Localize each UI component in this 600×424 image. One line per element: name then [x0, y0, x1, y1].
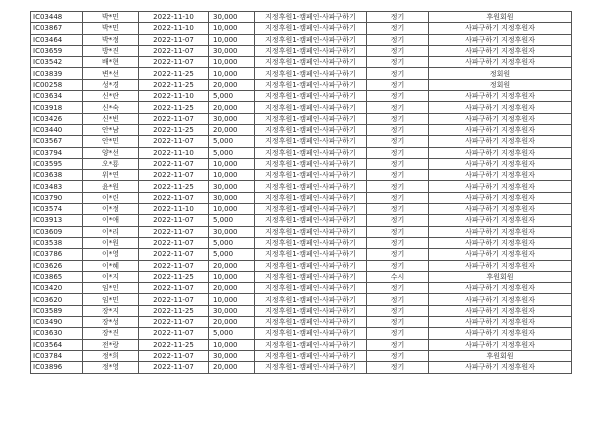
donor-id-cell: IC03839: [31, 68, 83, 79]
donor-name-cell: 박*민: [83, 23, 139, 34]
campaign-cell: 지정후원1-캠페인-사파구하기: [255, 57, 367, 68]
campaign-cell: 지정후원1-캠페인-사파구하기: [255, 317, 367, 328]
member-note-cell: 사파구하기 지정후원자: [429, 124, 572, 135]
campaign-cell: 지정후원1-캠페인-사파구하기: [255, 328, 367, 339]
donation-date-cell: 2022-11-07: [139, 328, 209, 339]
member-note-cell: 사파구하기 지정후원자: [429, 339, 572, 350]
donation-type-cell: 정기: [367, 339, 429, 350]
table-row: [31, 124, 572, 135]
donation-date-cell: 2022-11-07: [139, 283, 209, 294]
donation-type-cell: 정기: [367, 249, 429, 260]
donation-amount-cell: 10,000: [209, 158, 255, 169]
campaign-cell: 지정후원1-캠페인-사파구하기: [255, 12, 367, 23]
donor-name-cell: 변*선: [83, 68, 139, 79]
donation-amount-cell: 5,000: [209, 147, 255, 158]
table-row: [31, 271, 572, 282]
member-note-cell: 사파구하기 지정후원자: [429, 91, 572, 102]
donation-amount-cell: 20,000: [209, 79, 255, 90]
donor-name-cell: 오*룡: [83, 158, 139, 169]
donation-date-cell: 2022-11-07: [139, 158, 209, 169]
donor-name-cell: 이*혜: [83, 260, 139, 271]
donation-amount-cell: 5,000: [209, 237, 255, 248]
table-row: [31, 113, 572, 124]
donor-name-cell: 신*빈: [83, 113, 139, 124]
donation-date-cell: 2022-11-07: [139, 362, 209, 373]
campaign-cell: 지정후원1-캠페인-사파구하기: [255, 350, 367, 361]
donation-date-cell: 2022-11-07: [139, 249, 209, 260]
table-row: [31, 147, 572, 158]
donation-amount-cell: 10,000: [209, 57, 255, 68]
donor-name-cell: 성*경: [83, 79, 139, 90]
donation-amount-cell: 10,000: [209, 294, 255, 305]
member-note-cell: 사파구하기 지정후원자: [429, 294, 572, 305]
member-note-cell: 사파구하기 지정후원자: [429, 57, 572, 68]
campaign-cell: 지정후원1-캠페인-사파구하기: [255, 79, 367, 90]
member-note-cell: 사파구하기 지정후원자: [429, 226, 572, 237]
donor-name-cell: 이*영: [83, 249, 139, 260]
campaign-cell: 지정후원1-캠페인-사파구하기: [255, 305, 367, 316]
donation-date-cell: 2022-11-07: [139, 170, 209, 181]
donor-name-cell: 이*원: [83, 237, 139, 248]
donation-type-cell: 정기: [367, 317, 429, 328]
donation-amount-cell: 5,000: [209, 136, 255, 147]
donation-type-cell: 정기: [367, 68, 429, 79]
donor-name-cell: 위*연: [83, 170, 139, 181]
donation-type-cell: 정기: [367, 124, 429, 135]
donation-date-cell: 2022-11-07: [139, 226, 209, 237]
donor-id-cell: IC03620: [31, 294, 83, 305]
campaign-cell: 지정후원1-캠페인-사파구하기: [255, 283, 367, 294]
donation-type-cell: 정기: [367, 147, 429, 158]
campaign-cell: 지정후원1-캠페인-사파구하기: [255, 45, 367, 56]
donor-name-cell: 임*민: [83, 294, 139, 305]
table-row: [31, 294, 572, 305]
table-row: [31, 170, 572, 181]
donor-id-cell: IC03589: [31, 305, 83, 316]
table-row: [31, 260, 572, 271]
donation-date-cell: 2022-11-07: [139, 136, 209, 147]
donation-date-cell: 2022-11-10: [139, 23, 209, 34]
donation-amount-cell: 5,000: [209, 91, 255, 102]
member-note-cell: 사파구하기 지정후원자: [429, 362, 572, 373]
donor-id-cell: IC03659: [31, 45, 83, 56]
campaign-cell: 지정후원1-캠페인-사파구하기: [255, 158, 367, 169]
donation-date-cell: 2022-11-25: [139, 271, 209, 282]
member-note-cell: 후원회원: [429, 271, 572, 282]
donation-type-cell: 정기: [367, 79, 429, 90]
donor-name-cell: 배*현: [83, 57, 139, 68]
donor-id-cell: IC03630: [31, 328, 83, 339]
donor-name-cell: 안*민: [83, 136, 139, 147]
member-note-cell: 사파구하기 지정후원자: [429, 283, 572, 294]
donation-type-cell: 정기: [367, 170, 429, 181]
table-row: [31, 249, 572, 260]
donor-name-cell: 정*영: [83, 362, 139, 373]
donation-type-cell: 정기: [367, 23, 429, 34]
donor-name-cell: 윤*원: [83, 181, 139, 192]
table-row: [31, 23, 572, 34]
donation-type-cell: 수시: [367, 271, 429, 282]
member-note-cell: 사파구하기 지정후원자: [429, 204, 572, 215]
donation-type-cell: 정기: [367, 294, 429, 305]
donation-type-cell: 정기: [367, 192, 429, 203]
donation-date-cell: 2022-11-07: [139, 113, 209, 124]
donation-date-cell: 2022-11-07: [139, 34, 209, 45]
donation-type-cell: 정기: [367, 215, 429, 226]
donor-name-cell: 이*지: [83, 271, 139, 282]
campaign-cell: 지정후원1-캠페인-사파구하기: [255, 23, 367, 34]
donation-amount-cell: 30,000: [209, 12, 255, 23]
member-note-cell: 사파구하기 지정후원자: [429, 192, 572, 203]
table-row: [31, 136, 572, 147]
donation-date-cell: 2022-11-25: [139, 305, 209, 316]
donation-amount-cell: 30,000: [209, 350, 255, 361]
donor-id-cell: IC03913: [31, 215, 83, 226]
donation-amount-cell: 20,000: [209, 102, 255, 113]
donor-id-cell: IC03794: [31, 147, 83, 158]
donation-type-cell: 정기: [367, 283, 429, 294]
donation-date-cell: 2022-11-25: [139, 68, 209, 79]
campaign-cell: 지정후원1-캠페인-사파구하기: [255, 136, 367, 147]
donation-date-cell: 2022-11-07: [139, 45, 209, 56]
table-row: [31, 192, 572, 203]
donor-id-cell: IC03638: [31, 170, 83, 181]
donation-amount-cell: 20,000: [209, 283, 255, 294]
table-row: [31, 91, 572, 102]
donation-date-cell: 2022-11-07: [139, 317, 209, 328]
donor-id-cell: IC03538: [31, 237, 83, 248]
table-row: [31, 328, 572, 339]
table-row: [31, 362, 572, 373]
donor-name-cell: 신*란: [83, 91, 139, 102]
member-note-cell: 사파구하기 지정후원자: [429, 249, 572, 260]
donor-id-cell: IC03609: [31, 226, 83, 237]
table-row: [31, 350, 572, 361]
campaign-cell: 지정후원1-캠페인-사파구하기: [255, 294, 367, 305]
table-row: [31, 226, 572, 237]
donation-amount-cell: 30,000: [209, 192, 255, 203]
campaign-cell: 지정후원1-캠페인-사파구하기: [255, 68, 367, 79]
donation-type-cell: 정기: [367, 328, 429, 339]
donor-id-cell: IC03440: [31, 124, 83, 135]
donation-type-cell: 정기: [367, 57, 429, 68]
donation-type-cell: 정기: [367, 102, 429, 113]
member-note-cell: 후원회원: [429, 350, 572, 361]
member-note-cell: 후원회원: [429, 12, 572, 23]
donor-id-cell: IC03595: [31, 158, 83, 169]
campaign-cell: 지정후원1-캠페인-사파구하기: [255, 271, 367, 282]
donation-date-cell: 2022-11-25: [139, 79, 209, 90]
donor-name-cell: 신*숙: [83, 102, 139, 113]
campaign-cell: 지정후원1-캠페인-사파구하기: [255, 204, 367, 215]
donation-amount-cell: 10,000: [209, 170, 255, 181]
member-note-cell: 사파구하기 지정후원자: [429, 102, 572, 113]
donation-date-cell: 2022-11-10: [139, 147, 209, 158]
donation-type-cell: 정기: [367, 237, 429, 248]
table-row: [31, 283, 572, 294]
table-row: [31, 158, 572, 169]
campaign-cell: 지정후원1-캠페인-사파구하기: [255, 170, 367, 181]
table-row: [31, 79, 572, 90]
donor-name-cell: 이*정: [83, 204, 139, 215]
donor-id-cell: IC03464: [31, 34, 83, 45]
table-row: [31, 317, 572, 328]
donation-amount-cell: 30,000: [209, 226, 255, 237]
member-note-cell: 사파구하기 지정후원자: [429, 328, 572, 339]
donation-type-cell: 정기: [367, 34, 429, 45]
donor-name-cell: 이*애: [83, 215, 139, 226]
campaign-cell: 지정후원1-캠페인-사파구하기: [255, 113, 367, 124]
donor-id-cell: IC03426: [31, 113, 83, 124]
donor-id-cell: IC03567: [31, 136, 83, 147]
donor-name-cell: 방*진: [83, 45, 139, 56]
table-row: [31, 45, 572, 56]
donor-name-cell: 전*랑: [83, 339, 139, 350]
donation-amount-cell: 20,000: [209, 362, 255, 373]
donor-id-cell: IC03542: [31, 57, 83, 68]
donation-type-cell: 정기: [367, 350, 429, 361]
campaign-cell: 지정후원1-캠페인-사파구하기: [255, 91, 367, 102]
donor-name-cell: 임*인: [83, 283, 139, 294]
campaign-cell: 지정후원1-캠페인-사파구하기: [255, 339, 367, 350]
campaign-cell: 지정후원1-캠페인-사파구하기: [255, 215, 367, 226]
donor-name-cell: 이*린: [83, 192, 139, 203]
campaign-cell: 지정후원1-캠페인-사파구하기: [255, 181, 367, 192]
donor-id-cell: IC03867: [31, 23, 83, 34]
member-note-cell: 사파구하기 지정후원자: [429, 317, 572, 328]
donation-amount-cell: 5,000: [209, 328, 255, 339]
donor-id-cell: IC03784: [31, 350, 83, 361]
donor-id-cell: IC03420: [31, 283, 83, 294]
donation-date-cell: 2022-11-10: [139, 91, 209, 102]
donation-date-cell: 2022-11-25: [139, 124, 209, 135]
donor-name-cell: 이*리: [83, 226, 139, 237]
donor-id-cell: IC03634: [31, 91, 83, 102]
donation-date-cell: 2022-11-07: [139, 294, 209, 305]
donation-amount-cell: 30,000: [209, 181, 255, 192]
donor-id-cell: IC03490: [31, 317, 83, 328]
member-note-cell: 사파구하기 지정후원자: [429, 147, 572, 158]
donor-id-cell: IC03574: [31, 204, 83, 215]
donation-type-cell: 정기: [367, 113, 429, 124]
campaign-cell: 지정후원1-캠페인-사파구하기: [255, 249, 367, 260]
table-row: [31, 57, 572, 68]
donation-amount-cell: 10,000: [209, 34, 255, 45]
donor-table-page: [30, 11, 571, 374]
donor-name-cell: 박*정: [83, 34, 139, 45]
member-note-cell: 사파구하기 지정후원자: [429, 260, 572, 271]
donation-amount-cell: 10,000: [209, 68, 255, 79]
donation-type-cell: 정기: [367, 260, 429, 271]
donation-type-cell: 정기: [367, 181, 429, 192]
donor-id-cell: IC03786: [31, 249, 83, 260]
donation-date-cell: 2022-11-07: [139, 57, 209, 68]
donation-amount-cell: 10,000: [209, 204, 255, 215]
donation-type-cell: 정기: [367, 305, 429, 316]
donation-date-cell: 2022-11-07: [139, 350, 209, 361]
donation-type-cell: 정기: [367, 45, 429, 56]
table-row: [31, 34, 572, 45]
donor-name-cell: 장*성: [83, 317, 139, 328]
donation-amount-cell: 10,000: [209, 339, 255, 350]
donor-name-cell: 장*지: [83, 305, 139, 316]
member-note-cell: 사파구하기 지정후원자: [429, 136, 572, 147]
donor-id-cell: IC03896: [31, 362, 83, 373]
donor-id-cell: IC03626: [31, 260, 83, 271]
table-row: [31, 215, 572, 226]
member-note-cell: 정회원: [429, 79, 572, 90]
donation-date-cell: 2022-11-07: [139, 237, 209, 248]
donor-id-cell: IC03790: [31, 192, 83, 203]
member-note-cell: 사파구하기 지정후원자: [429, 170, 572, 181]
donation-type-cell: 정기: [367, 158, 429, 169]
donor-name-cell: 안*남: [83, 124, 139, 135]
donation-amount-cell: 5,000: [209, 249, 255, 260]
campaign-cell: 지정후원1-캠페인-사파구하기: [255, 124, 367, 135]
donor-name-cell: 양*선: [83, 147, 139, 158]
donation-amount-cell: 5,000: [209, 215, 255, 226]
donor-id-cell: IC03865: [31, 271, 83, 282]
campaign-cell: 지정후원1-캠페인-사파구하기: [255, 260, 367, 271]
donation-amount-cell: 20,000: [209, 317, 255, 328]
donation-date-cell: 2022-11-07: [139, 192, 209, 203]
campaign-cell: 지정후원1-캠페인-사파구하기: [255, 237, 367, 248]
donor-table: [30, 11, 572, 374]
campaign-cell: 지정후원1-캠페인-사파구하기: [255, 362, 367, 373]
donation-type-cell: 정기: [367, 12, 429, 23]
donation-date-cell: 2022-11-07: [139, 260, 209, 271]
campaign-cell: 지정후원1-캠페인-사파구하기: [255, 34, 367, 45]
table-row: [31, 12, 572, 23]
member-note-cell: 사파구하기 지정후원자: [429, 34, 572, 45]
donor-id-cell: IC03448: [31, 12, 83, 23]
table-row: [31, 102, 572, 113]
member-note-cell: 사파구하기 지정후원자: [429, 237, 572, 248]
donation-type-cell: 정기: [367, 91, 429, 102]
member-note-cell: 사파구하기 지정후원자: [429, 181, 572, 192]
donation-date-cell: 2022-11-25: [139, 102, 209, 113]
campaign-cell: 지정후원1-캠페인-사파구하기: [255, 226, 367, 237]
donation-date-cell: 2022-11-25: [139, 181, 209, 192]
member-note-cell: 사파구하기 지정후원자: [429, 305, 572, 316]
donor-table-body: [31, 12, 572, 374]
donation-amount-cell: 30,000: [209, 45, 255, 56]
table-row: [31, 68, 572, 79]
donation-type-cell: 정기: [367, 136, 429, 147]
donation-amount-cell: 20,000: [209, 260, 255, 271]
donor-id-cell: IC03564: [31, 339, 83, 350]
table-row: [31, 204, 572, 215]
donation-type-cell: 정기: [367, 362, 429, 373]
donor-id-cell: IC00258: [31, 79, 83, 90]
donation-amount-cell: 10,000: [209, 23, 255, 34]
donation-date-cell: 2022-11-10: [139, 12, 209, 23]
campaign-cell: 지정후원1-캠페인-사파구하기: [255, 102, 367, 113]
member-note-cell: 정회원: [429, 68, 572, 79]
donation-amount-cell: 10,000: [209, 271, 255, 282]
donor-name-cell: 정*희: [83, 350, 139, 361]
table-row: [31, 181, 572, 192]
campaign-cell: 지정후원1-캠페인-사파구하기: [255, 192, 367, 203]
table-row: [31, 339, 572, 350]
table-row: [31, 305, 572, 316]
donor-name-cell: 장*진: [83, 328, 139, 339]
member-note-cell: 사파구하기 지정후원자: [429, 158, 572, 169]
member-note-cell: 사파구하기 지정후원자: [429, 215, 572, 226]
campaign-cell: 지정후원1-캠페인-사파구하기: [255, 147, 367, 158]
donation-type-cell: 정기: [367, 226, 429, 237]
donation-date-cell: 2022-11-25: [139, 339, 209, 350]
donor-name-cell: 박*민: [83, 12, 139, 23]
donation-amount-cell: 20,000: [209, 124, 255, 135]
donor-id-cell: IC03918: [31, 102, 83, 113]
donation-amount-cell: 30,000: [209, 305, 255, 316]
donation-date-cell: 2022-11-07: [139, 215, 209, 226]
donation-type-cell: 정기: [367, 204, 429, 215]
member-note-cell: 사파구하기 지정후원자: [429, 113, 572, 124]
donor-id-cell: IC03483: [31, 181, 83, 192]
table-row: [31, 237, 572, 248]
member-note-cell: 사파구하기 지정후원자: [429, 45, 572, 56]
donation-date-cell: 2022-11-10: [139, 204, 209, 215]
member-note-cell: 사파구하기 지정후원자: [429, 23, 572, 34]
donation-amount-cell: 30,000: [209, 113, 255, 124]
